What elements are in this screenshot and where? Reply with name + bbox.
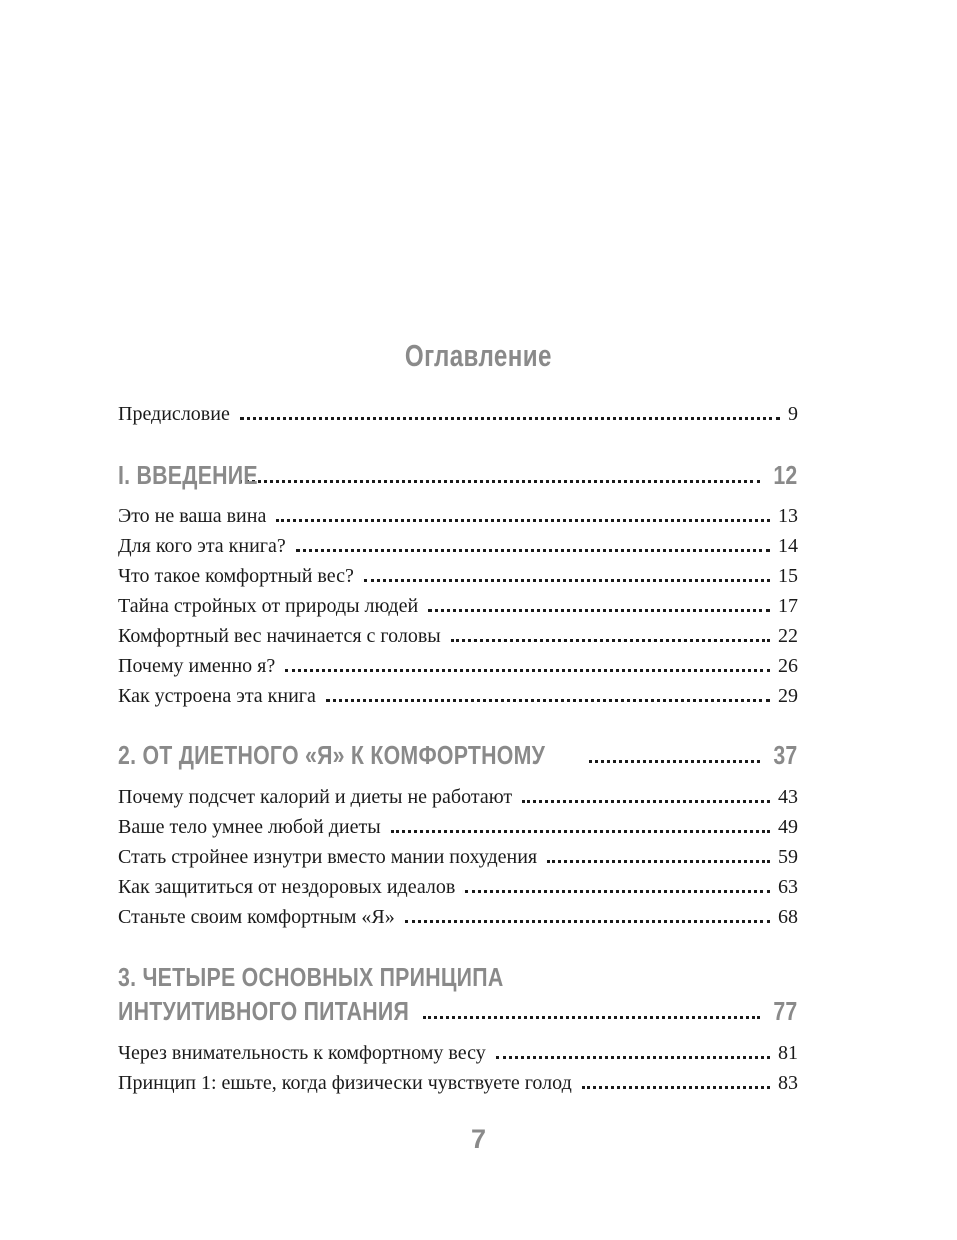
toc-entry[interactable] bbox=[118, 1067, 798, 1095]
dot-leader bbox=[391, 830, 770, 833]
toc-entry-label: Почему подсчет калорий и диеты не работают bbox=[118, 786, 513, 808]
dot-leader bbox=[285, 669, 770, 672]
dot-leader bbox=[589, 760, 761, 763]
toc-entry-page: 81 bbox=[778, 1042, 798, 1064]
dot-leader bbox=[240, 417, 780, 420]
toc-entry[interactable] bbox=[118, 1037, 798, 1065]
dot-leader bbox=[465, 890, 770, 893]
toc-entry-page: 68 bbox=[778, 906, 798, 928]
toc-section-label: ИНТУИТИВНОГО ПИТАНИЯ bbox=[118, 996, 410, 1026]
toc-section-3[interactable] bbox=[118, 998, 798, 1026]
toc-entry-label: Для кого эта книга? bbox=[118, 535, 286, 557]
toc-entry[interactable] bbox=[118, 530, 798, 558]
dot-leader bbox=[423, 1016, 761, 1019]
toc-entry-page: 9 bbox=[788, 403, 798, 425]
dot-leader bbox=[582, 1086, 770, 1089]
toc-entry-page: 43 bbox=[778, 786, 798, 808]
toc-entry-page: 49 bbox=[778, 816, 798, 838]
dot-leader bbox=[451, 639, 770, 642]
dot-leader bbox=[364, 579, 770, 582]
toc-entry-preface[interactable] bbox=[118, 398, 798, 426]
page-number: 7 bbox=[470, 1124, 487, 1154]
toc-entry-label: Стать стройнее изнутри вместо мании похудения bbox=[118, 846, 538, 868]
toc-entry-page: 83 bbox=[778, 1072, 798, 1094]
toc-entry-page: 59 bbox=[778, 846, 798, 868]
toc-entry-label: Ваше тело умнее любой диеты bbox=[118, 816, 381, 838]
toc-entry-page: 26 bbox=[778, 655, 798, 677]
toc-entry-page: 29 bbox=[778, 685, 798, 707]
dot-leader bbox=[547, 860, 770, 863]
toc-entry-label: Предисловие bbox=[118, 403, 230, 425]
toc-entry-page: 15 bbox=[778, 565, 798, 587]
toc-section-label: I. ВВЕДЕНИЕ bbox=[118, 460, 258, 490]
dot-leader bbox=[522, 800, 770, 803]
toc-entry[interactable] bbox=[118, 560, 798, 588]
toc-entry-page: 14 bbox=[778, 535, 798, 557]
toc-entry[interactable] bbox=[118, 590, 798, 618]
toc-section-3-label-line1[interactable]: 3. ЧЕТЫРЕ ОСНОВНЫХ ПРИНЦИПА bbox=[118, 962, 504, 992]
toc-section-label: 2. ОТ ДИЕТНОГО «Я» К КОМФОРТНОМУ bbox=[118, 740, 546, 770]
dot-leader bbox=[405, 920, 770, 923]
toc-entry[interactable] bbox=[118, 650, 798, 678]
toc-entry[interactable] bbox=[118, 781, 798, 809]
toc-entry[interactable] bbox=[118, 811, 798, 839]
toc-entry-label: Это не ваша вина bbox=[118, 505, 267, 527]
toc-entry-label: Принцип 1: ешьте, когда физически чувствуете голод bbox=[118, 1072, 572, 1094]
toc-entry[interactable] bbox=[118, 901, 798, 929]
toc-entry-label: Тайна стройных от природы людей bbox=[118, 595, 419, 617]
toc-entry-page: 17 bbox=[778, 595, 798, 617]
dot-leader bbox=[428, 609, 770, 612]
dot-leader bbox=[276, 519, 770, 522]
toc-entry[interactable] bbox=[118, 500, 798, 528]
toc-section-2[interactable] bbox=[118, 742, 798, 770]
toc-section-page: 77 bbox=[773, 996, 798, 1026]
dot-leader bbox=[326, 699, 770, 702]
toc-entry-label: Через внимательность к комфортному весу bbox=[118, 1042, 486, 1064]
toc-section-page: 12 bbox=[773, 460, 798, 490]
dot-leader bbox=[496, 1056, 770, 1059]
toc-entry-label: Комфортный вес начинается с головы bbox=[118, 625, 441, 647]
toc-entry-label: Как защититься от нездоровых идеалов bbox=[118, 876, 456, 898]
dot-leader bbox=[239, 480, 761, 483]
toc-section-1[interactable] bbox=[118, 462, 798, 490]
toc-entry-page: 13 bbox=[778, 505, 798, 527]
toc-entry-label: Станьте своим комфортным «Я» bbox=[118, 906, 395, 928]
toc-entry[interactable] bbox=[118, 841, 798, 869]
toc-entry-page: 22 bbox=[778, 625, 798, 647]
toc-entry-page: 63 bbox=[778, 876, 798, 898]
toc-entry[interactable] bbox=[118, 620, 798, 648]
toc-entry[interactable] bbox=[118, 871, 798, 899]
dot-leader bbox=[296, 549, 770, 552]
toc-section-page: 37 bbox=[773, 740, 798, 770]
page-title: Оглавление bbox=[404, 338, 552, 373]
toc-entry-label: Почему именно я? bbox=[118, 655, 276, 677]
toc-entry-label: Что такое комфортный вес? bbox=[118, 565, 354, 587]
toc-entry[interactable] bbox=[118, 680, 798, 708]
toc-entry-label: Как устроена эта книга bbox=[118, 685, 316, 707]
